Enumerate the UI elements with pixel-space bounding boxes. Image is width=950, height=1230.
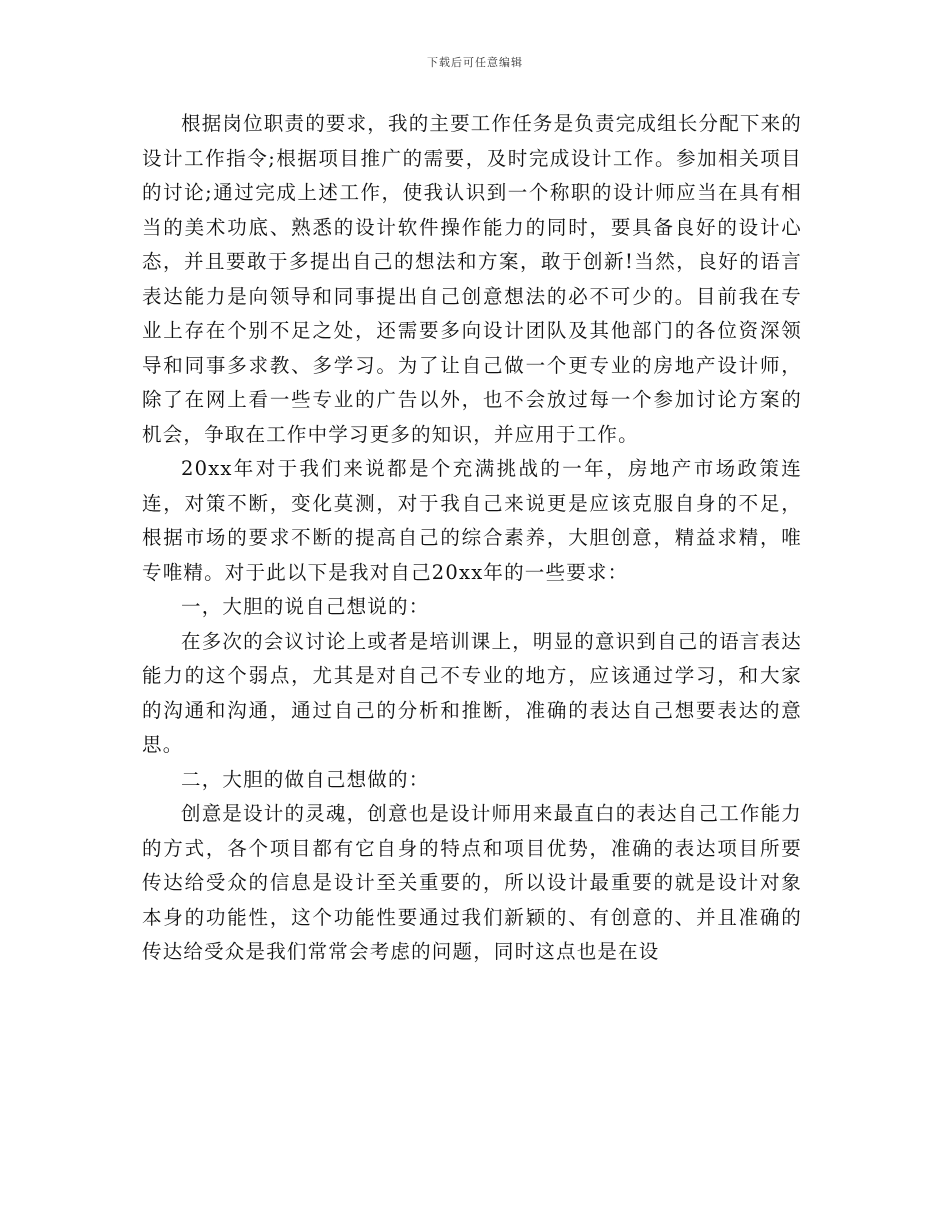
paragraph-creativity: 创意是设计的灵魂，创意也是设计师用来最直白的表达自己工作能力的方式，各个项目都有它自身的特点和项目优势，准确的表达项目所要传达给受众的信息是设计至关重要的，所以设计最重要的就是设计对象本身的功能性，这个功能性要通过我们新颖的、有创意的、并且准确的传达给受众是我们常常会考虑的问题，同时这点也是在设 <box>142 802 803 963</box>
document-body <box>142 107 802 970</box>
paragraph-job-duties: 根据岗位职责的要求，我的主要工作任务是负责完成组长分配下来的设计工作指令;根据项目推广的需要，及时完成设计工作。参加相关项目的讨论;通过完成上述工作，使我认识到一个称职的设计师应当在具有相当的美术功底、熟悉的设计软件操作能力的同时，要具备良好的设计心态，并且要敢于多提出自己的想法和方案，敢于创新!当然，良好的语言表达能力是向领导和同事提出自己创意想法的必不可少的。目前我在专业上存在个别不足之处，还需要多向设计团队及其他部门的各位资深领导和同事多求教、多学习。为了让自己做一个更专业的房地产设计师，除了在网上看一些专业的广告以外，也不会放过每一个参加讨论方案的机会，争取在工作中学习更多的知识，并应用于工作。 <box>142 112 803 446</box>
heading-act-boldly: 二，大胆的做自己想做的： <box>181 767 430 791</box>
paragraph-year-goals: 20xx年对于我们来说都是个充满挑战的一年，房地产市场政策连连，对策不断，变化莫测，对于我自己来说更是应该克服自身的不足，根据市场的要求不断的提高自己的综合素养，大胆创意，精益求精，唯专唯精。对于此以下是我对自己20xx年的一些要求： <box>142 457 802 584</box>
heading-speak-boldly: 一，大胆的说自己想说的： <box>181 595 430 618</box>
page-header: 下载后可任意编辑 <box>427 56 523 69</box>
paragraph-speak-boldly: 在多次的会议讨论上或者是培训课上，明显的意识到自己的语言表达能力的这个弱点，尤其是对自己不专业的地方，应该通过学习，和大家的沟通和沟通，通过自己的分析和推断，准确的表达自己想要表达的意思。 <box>142 629 803 756</box>
